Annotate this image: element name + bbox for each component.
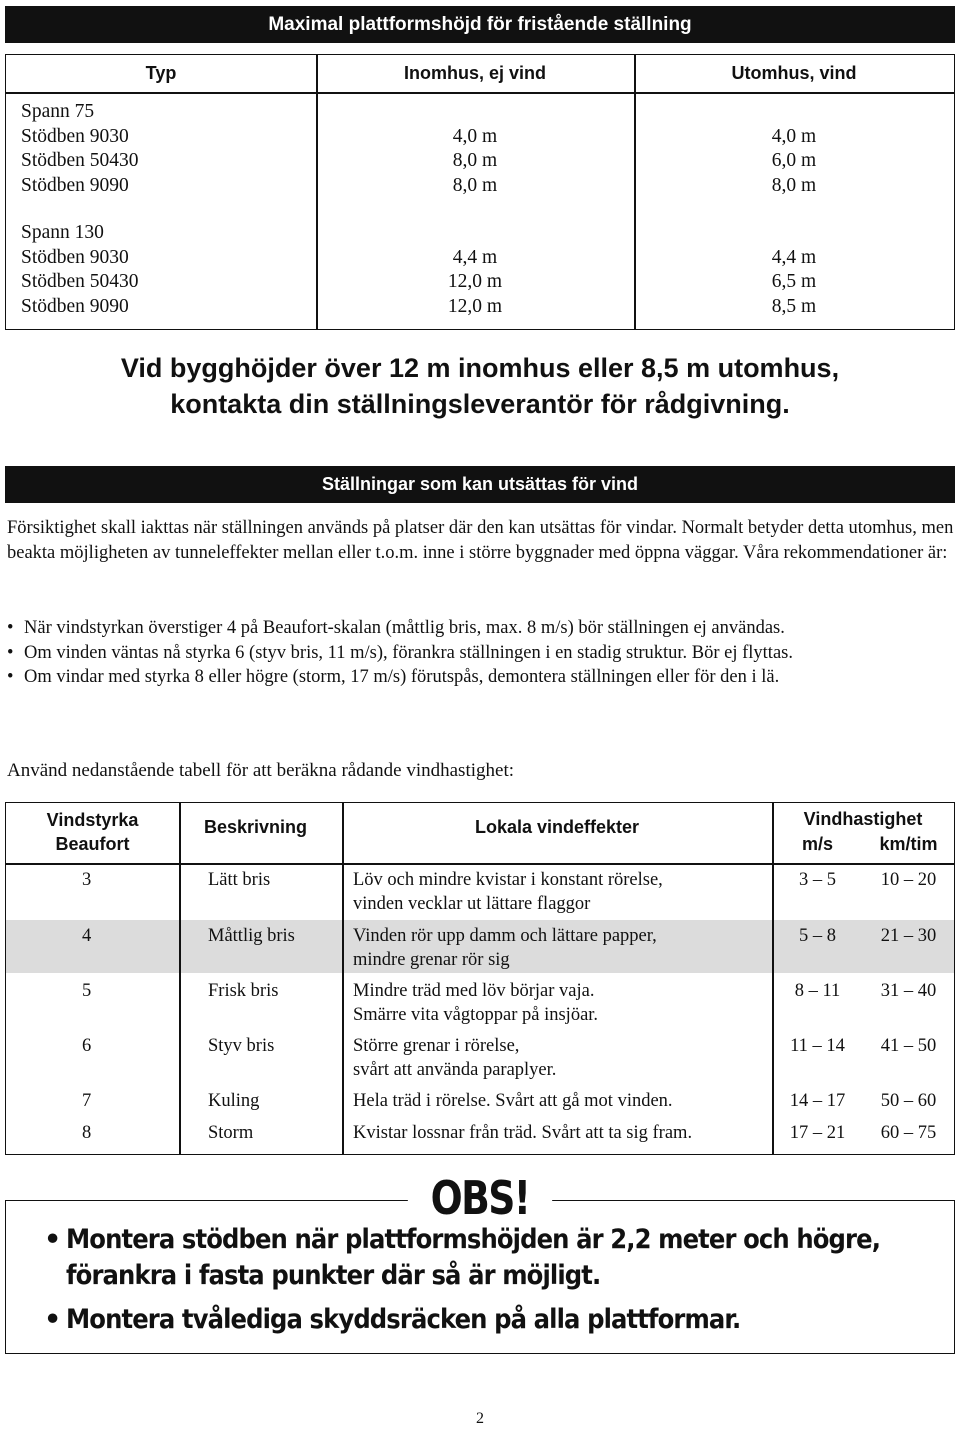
indoor-values <box>316 125 634 199</box>
indoor-values <box>316 246 634 320</box>
force-cell: 3 <box>82 870 92 890</box>
ms-cell: 5 – 8 <box>799 926 836 946</box>
description-cell: Storm <box>208 1123 254 1143</box>
force-cell: 8 <box>82 1123 92 1143</box>
effects-cell <box>353 980 598 1027</box>
type-label: Stödben 9030 <box>21 246 129 268</box>
header-force <box>6 808 179 856</box>
list-item <box>7 665 955 690</box>
bullet-icon: • <box>44 1304 61 1335</box>
list-item <box>44 1222 944 1294</box>
kmh-cell: 41 – 50 <box>880 1036 937 1056</box>
page-number: 2 <box>476 1410 484 1427</box>
bullet-icon: • <box>7 618 14 638</box>
height-value: 4,4 m <box>452 246 498 268</box>
header-force-line: Beaufort <box>55 834 130 854</box>
kmh-cell: 50 – 60 <box>880 1091 937 1111</box>
obs-list <box>44 1222 944 1346</box>
effects-cell: Hela träd i rörelse. Svårt att gå mot vinden. <box>353 1091 673 1111</box>
height-value: 12,0 m <box>447 271 503 292</box>
height-value: 4,0 m <box>452 125 498 147</box>
effects-line: mindre grenar rör sig <box>353 949 510 970</box>
effects-line: Vinden rör upp damm och lättare papper, <box>353 926 657 946</box>
effects-line: vinden vecklar ut lättare flaggor <box>353 893 591 914</box>
description-cell: Måttlig bris <box>208 926 295 946</box>
warning-line: Vid bygghöjder över 12 m inomhus eller 8,5 m utomhus, <box>120 353 840 383</box>
header-outdoor: Utomhus, vind <box>731 63 857 83</box>
obs-line: Montera stödben när plattformshöjden är 2,2 meter och högre, <box>66 1224 881 1255</box>
header-kmh: km/tim <box>879 834 938 854</box>
height-value: 8,0 m <box>452 174 498 196</box>
header-type: Typ <box>145 63 177 83</box>
header-divider <box>6 92 954 94</box>
wind-table <box>5 802 955 1155</box>
header-indoor: Inomhus, ej vind <box>403 63 546 83</box>
ms-cell: 8 – 11 <box>794 981 841 1001</box>
list-item-text <box>66 1302 740 1338</box>
effects-cell: Kvistar lossnar från träd. Svårt att ta sig fram. <box>353 1123 693 1143</box>
list-item <box>44 1302 944 1338</box>
list-item-text: När vindstyrkan överstiger 4 på Beaufort-skalan (måttlig bris, max. 8 m/s) bör ställningen ej användas. <box>24 618 785 638</box>
kmh-cell: 10 – 20 <box>880 870 937 890</box>
effects-line: svårt att använda paraplyer. <box>353 1059 557 1080</box>
height-value: 8,0 m <box>452 150 498 171</box>
ms-cell: 17 – 21 <box>789 1123 846 1143</box>
header-divider <box>6 863 954 865</box>
wind-recommendations <box>7 616 955 690</box>
description-cell: Frisk bris <box>208 981 279 1001</box>
bullet-icon: • <box>44 1224 61 1255</box>
header-force-line: Vindstyrka <box>46 810 139 830</box>
header-speed: Vindhastighet <box>803 809 923 829</box>
type-label: Stödben 50430 <box>21 271 139 292</box>
list-item <box>7 641 955 666</box>
wind-section-title: Ställningar som kan utsättas för vind <box>5 466 955 503</box>
kmh-cell: 21 – 30 <box>880 926 937 946</box>
height-value: 12,0 m <box>447 295 503 317</box>
obs-title: OBS! <box>408 1170 552 1226</box>
effects-line: Större grenar i rörelse, <box>353 1036 520 1056</box>
kmh-cell: 31 – 40 <box>880 981 937 1001</box>
column-divider <box>179 803 181 1154</box>
type-list <box>21 100 139 198</box>
effects-cell <box>353 869 663 916</box>
header-ms: m/s <box>801 834 834 854</box>
description-cell: Lätt bris <box>208 870 271 890</box>
effects-line: Mindre träd med löv börjar vaja. <box>353 981 595 1001</box>
description-cell: Styv bris <box>208 1036 275 1056</box>
height-value: 8,5 m <box>771 295 817 317</box>
header-description: Beskrivning <box>204 817 308 837</box>
type-label: Stödben 9090 <box>21 295 129 317</box>
ms-cell: 11 – 14 <box>790 1036 845 1056</box>
height-value: 6,5 m <box>771 271 817 292</box>
height-table <box>5 54 955 330</box>
list-item <box>7 616 955 641</box>
warning-line: kontakta din ställningsleverantör för rådgivning. <box>170 389 790 419</box>
ms-cell: 14 – 17 <box>789 1091 846 1111</box>
description-cell: Kuling <box>208 1091 260 1111</box>
obs-line: Montera tvålediga skyddsräcken på alla plattformar. <box>66 1304 741 1335</box>
type-label: Stödben 50430 <box>21 150 139 171</box>
force-cell: 4 <box>82 926 92 946</box>
wind-paragraph: Försiktighet skall iakttas när ställningen används på platser där den kan utsättas för vindar. Normalt betyder detta utomhus, men beakta möjligheten av tunneleffekter mellan eller t.o.m. inne i större byggnader med öppna väggar. Våra rekommendationer är: <box>7 518 954 563</box>
height-value: 8,0 m <box>771 174 817 196</box>
force-cell: 6 <box>82 1036 92 1056</box>
type-label: Spann 75 <box>21 101 95 122</box>
bullet-icon: • <box>7 667 14 687</box>
height-warning <box>0 350 960 422</box>
wind-table-intro: Använd nedanstående tabell för att beräkna rådande vindhastighet: <box>7 760 514 781</box>
effects-line: Smärre vita vågtoppar på insjöar. <box>353 1004 599 1025</box>
header-effects: Lokala vindeffekter <box>474 817 640 837</box>
ms-cell: 3 – 5 <box>799 870 836 890</box>
height-value: 6,0 m <box>771 150 817 171</box>
type-label: Spann 130 <box>21 222 104 243</box>
bullet-icon: • <box>7 642 14 663</box>
list-item-text <box>66 1222 880 1294</box>
effects-cell <box>353 925 657 972</box>
outdoor-values <box>634 246 954 320</box>
list-item-text: Om vindar med styrka 8 eller högre (storm, 17 m/s) förutspås, demontera ställningen eller för den i lä. <box>24 667 780 687</box>
type-label: Stödben 9090 <box>21 174 129 196</box>
effects-cell <box>353 1035 556 1082</box>
height-section-title: Maximal plattformshöjd för fristående ställning <box>5 6 955 43</box>
type-list <box>21 221 139 319</box>
type-label: Stödben 9030 <box>21 125 129 147</box>
kmh-cell: 60 – 75 <box>880 1123 937 1143</box>
effects-line: Löv och mindre kvistar i konstant rörelse, <box>353 870 663 890</box>
list-item-text: Om vinden väntas nå styrka 6 (styv bris, 11 m/s), förankra ställningen i en stadig struktur. Bör ej flyttas. <box>24 642 793 663</box>
obs-line: förankra i fasta punkter där så är möjligt. <box>66 1260 601 1291</box>
outdoor-values <box>634 125 954 199</box>
height-value: 4,0 m <box>771 125 817 147</box>
force-cell: 7 <box>82 1091 92 1111</box>
column-divider <box>342 803 344 1154</box>
height-value: 4,4 m <box>771 246 817 268</box>
force-cell: 5 <box>82 981 92 1001</box>
